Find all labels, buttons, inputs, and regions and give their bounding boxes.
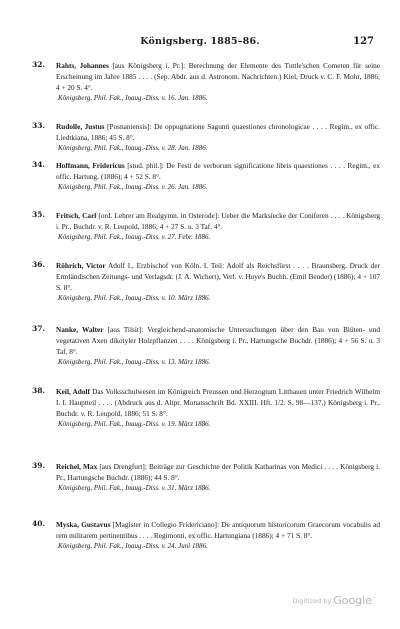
entry-number: 36. bbox=[32, 260, 46, 269]
entry-number: 33. bbox=[32, 121, 46, 130]
entry-text bbox=[56, 160, 380, 182]
bibliography-entry bbox=[32, 160, 380, 193]
entry-note: Königsberg, Phil. Fak., Inaug.-Diss. v. 28. Jan. 1886. bbox=[58, 144, 208, 152]
entry-note: Königsberg, Phil. Fak., Inaug.-Diss. v. 19. März 1886. bbox=[58, 420, 211, 428]
bibliography-entry bbox=[32, 210, 381, 243]
entry-text bbox=[56, 324, 380, 357]
entry-number: 40. bbox=[32, 519, 46, 528]
entry-body: [Posnaniensis]: De oppugnatione Sagunti quaestiones chronologicae . . . . Regim., ex offic. Liedtkiana, 1886; 45 S. 8°. bbox=[56, 122, 380, 142]
entry-body: Adolf I., Erzbischof von Köln. I. Teil: Adolf als Reichsfürst . . . . Braunsberg, Druck der Ermländischen Zeitungs- und Verlagsdr. (J. A. Wichert), Verl. v. Huye's Buchh. (Emil Bender) (1886); 4 + 107 S. 8°. bbox=[56, 261, 380, 292]
entry-author: Rahts, Johannes bbox=[56, 61, 109, 70]
entry-body: Das Volksschulwesen im Königreich Preussen und Herzogtum Litthauen unter Friedrich Wilhelm I. I. Hauptteil . . . . (Abdruck aus d. Altpr. Monatsschrift Bd. XXIII. Hft. 1/2. S. 98—137.) Königsberg i. Pr., Buchdr. v. R. Leupold, 1886; 51 S. 8°. bbox=[56, 387, 381, 418]
entry-author: Keil, Adolf bbox=[56, 387, 90, 396]
watermark-prefix: Digitized by bbox=[292, 597, 332, 605]
entry-author: Hoffmann, Fridericus bbox=[56, 161, 125, 170]
entry-number: 35. bbox=[32, 210, 46, 219]
google-watermark bbox=[293, 594, 372, 607]
entry-text bbox=[56, 210, 380, 232]
entry-body: [Magister in Collegio Fridericiano]: De antiquorum historicorum Graecorum vocabulis ad rem militarem pertinentibus . . . . Regimonti, ex offic. Hartungiana (1886); 4 + 71 S. 8°. bbox=[56, 520, 380, 540]
entry-note: Königsberg, Phil. Fak., Inaug.-Diss. v. 31. März 1886. bbox=[58, 484, 211, 492]
bibliography-entry bbox=[32, 461, 381, 494]
bibliography-entry bbox=[32, 260, 380, 304]
entry-author: Nanke, Walter bbox=[56, 325, 104, 334]
entry-note: Königsberg, Phil. Fak., Inaug.-Diss. v. 10. März 1886. bbox=[58, 294, 211, 302]
bibliography-entry bbox=[32, 60, 381, 104]
entry-author: Rudolle, Justus bbox=[56, 122, 105, 131]
entry-note: Königsberg, Phil. Fak., Inaug.-Diss. v. 13. März 1886. bbox=[58, 358, 211, 366]
entry-text bbox=[56, 461, 380, 483]
entry-body: [aus Königsberg i. Pr.]: Berechnung der Elemente des Tuttle'schen Cometen für seine Erscheinung im Jahre 1885 . . . . (Sep. Abdr. aus d. Astronom. Nachrichten.) Kiel, Druck v. C. F. Mohr, 1886; 4 + 20 S. 4°. bbox=[56, 61, 381, 92]
entry-author: Reichel, Max bbox=[56, 462, 98, 471]
entry-body: [ord. Lehrer am Realgymn. in Osterode]: Ueber die Marksiecke der Coniferen . . . . Königsberg i. Pr., Buchdr. v. R. Leupold, 1886; 4 + 27 S. u. 3 Taf. 4°. bbox=[56, 211, 381, 231]
bibliography-entry bbox=[32, 121, 380, 154]
entry-number: 32. bbox=[32, 60, 46, 69]
entry-body: [aus Tilsit]: Vergleichend-anatomische Untersuchungen über den Bau von Blüten- und vegetativen Axen dikotyler Holzpflanzen . . . . Königsberg i. Pr., Hartungsche Buchdr. (1886); 4 + 56 S. u. 3 Taf. 8°. bbox=[56, 325, 380, 356]
entry-body: [stud. phil.]: De Festi de verborum significatione libris quaestiones . . . . Regim., ex offic. Hartung. (1886); 4 + 52 S. 8°. bbox=[56, 161, 380, 181]
bibliography-entry bbox=[32, 386, 381, 430]
page-number: 127 bbox=[353, 36, 374, 47]
entry-text bbox=[56, 60, 380, 93]
entry-author: Myska, Gustavus bbox=[56, 520, 111, 529]
header-title: Königsberg. 1885–86. bbox=[140, 36, 260, 47]
running-header bbox=[0, 36, 400, 50]
entry-number: 38. bbox=[32, 386, 46, 395]
entry-note: Königsberg, Phil. Fak., Inaug.-Diss. v. 27. Febr. 1886. bbox=[58, 233, 211, 241]
entry-number: 39. bbox=[32, 461, 46, 470]
entry-note: Königsberg, Phil. Fak., Inaug.-Diss. v. 16. Jan. 1886. bbox=[58, 94, 208, 102]
entry-text bbox=[56, 386, 380, 419]
entry-note: Königsberg, Phil. Fak., Inaug.-Diss. v. 24. Juni 1886. bbox=[58, 542, 208, 550]
entry-text bbox=[56, 519, 380, 541]
entry-author: Röhrich, Victor bbox=[56, 261, 106, 270]
google-logo: Google bbox=[333, 594, 372, 607]
entry-author: Fritsch, Carl bbox=[56, 211, 97, 220]
entry-number: 34. bbox=[32, 160, 46, 169]
entry-number: 37. bbox=[32, 324, 46, 333]
bibliography-entry bbox=[32, 519, 380, 552]
entry-note: Königsberg, Phil. Fak., Inaug.-Diss. v. 26. Jan. 1886. bbox=[58, 183, 208, 191]
entry-body: [aus Drengfurt]: Beiträge zur Geschichte der Politik Katharinas von Medici . . . . Königsberg i. Pr., Hartungsche Buchdr. (1886); 44 S. 8°. bbox=[56, 462, 381, 482]
entry-text bbox=[56, 121, 380, 143]
entry-text bbox=[56, 260, 380, 293]
bibliography-entry bbox=[32, 324, 380, 368]
